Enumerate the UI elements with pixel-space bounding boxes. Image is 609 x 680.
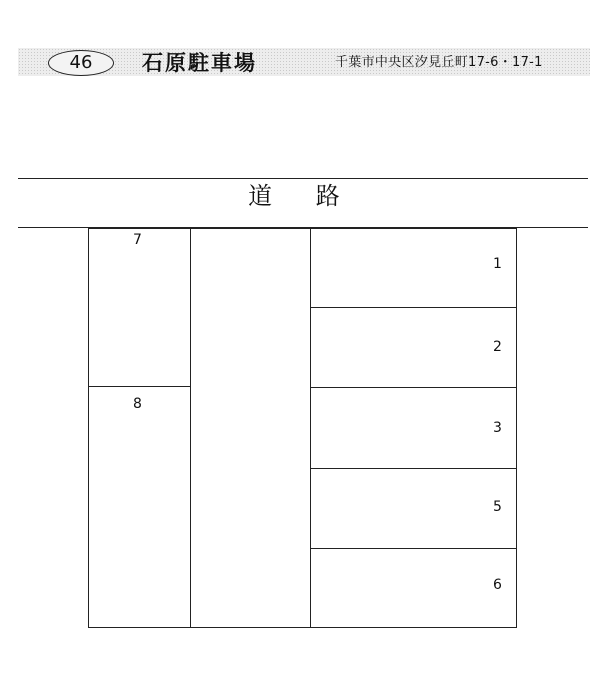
space-label-7: 7	[133, 232, 142, 248]
lot-address: 千葉市中央区汐見丘町17-6・17-1	[335, 55, 543, 70]
space-label-6: 6	[493, 577, 502, 593]
space-label-2: 2	[493, 339, 502, 355]
road-label: 道 路	[248, 182, 358, 210]
space-label-8: 8	[133, 396, 142, 412]
space-label-5: 5	[493, 499, 502, 515]
right-space-divider-2	[310, 387, 517, 388]
road-top-line	[18, 178, 588, 179]
left-space-block	[88, 228, 191, 628]
space-label-3: 3	[493, 420, 502, 436]
right-space-divider-3	[310, 468, 517, 469]
right-space-divider-1	[310, 307, 517, 308]
aisle-block	[190, 228, 311, 628]
right-space-divider-4	[310, 548, 517, 549]
lot-name: 石原駐車場	[142, 51, 257, 75]
left-space-divider	[88, 386, 191, 387]
lot-number-badge: 46	[48, 50, 114, 76]
space-label-1: 1	[493, 256, 502, 272]
right-space-block	[310, 228, 517, 628]
